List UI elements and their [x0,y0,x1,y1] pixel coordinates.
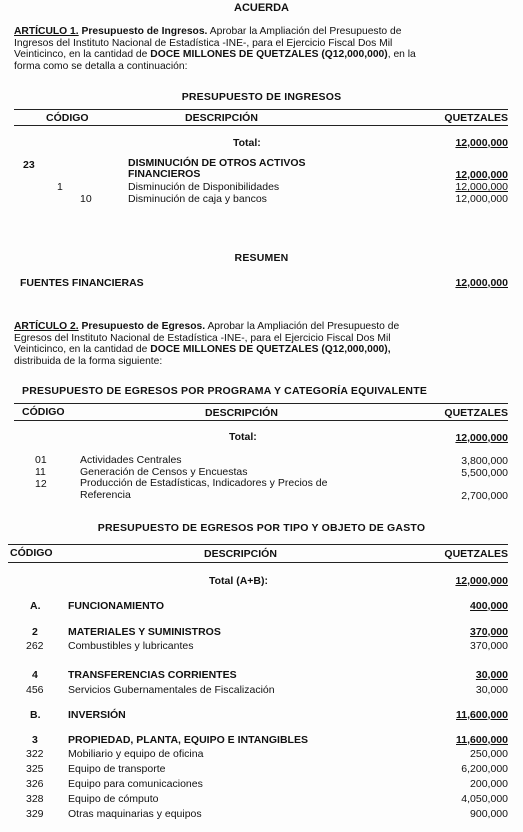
gasto-row-code: 3 [32,734,38,746]
gasto-row-code: 456 [26,684,44,696]
gasto-row-code: 322 [26,748,44,760]
ingresos-header-top-rule [14,109,508,110]
ingresos-row-value: 12,000,000 [455,169,508,181]
article-1-paragraph [14,26,508,72]
gasto-total-value: 12,000,000 [455,575,508,587]
article-1-text-4: forma como se detalla a continuación: [14,60,188,72]
gasto-row-desc: PROPIEDAD, PLANTA, EQUIPO E INTANGIBLES [68,734,308,746]
ingresos-row-desc-line-2: FINANCIEROS [128,168,201,180]
gasto-row-desc: Equipo de cómputo [68,793,159,805]
article-1-title: Presupuesto de Ingresos. [81,26,208,37]
programa-row-code: 12 [35,478,47,490]
gasto-row-value: 900,000 [470,808,508,820]
gasto-row-value: 11,600,000 [456,709,508,721]
ingresos-total-value: 12,000,000 [455,137,508,149]
gasto-row-code: 326 [26,778,44,790]
article-1-text-2: Ingresos del Instituto Nacional de Estadística -INE-, para el Ejercicio Fiscal Dos Mil [14,37,393,49]
article-2-amount: DOCE MILLONES DE QUETZALES (Q12,000,000), [150,344,391,355]
gasto-header-descripcion: DESCRIPCIÓN [204,548,277,560]
programa-total-label: Total: [229,431,257,443]
programa-row-value: 2,700,000 [461,490,508,502]
gasto-row-code: 329 [26,808,44,820]
ingresos-row-desc: Disminución de Disponibilidades [128,181,280,193]
ingresos-row-code: 1 [57,181,63,193]
gasto-row-desc: MATERIALES Y SUMINISTROS [68,626,221,638]
programa-header-bottom-rule [14,420,508,421]
gasto-row-value: 30,000 [475,669,508,681]
gasto-row-code: 325 [26,763,44,775]
resumen-title: RESUMEN [234,252,289,264]
programa-header-quetzales: QUETZALES [444,407,508,419]
gasto-row-code: A. [30,600,41,612]
ingresos-row-value: 12,000,000 [455,193,508,205]
gasto-row-desc: Mobiliario y equipo de oficina [68,748,204,760]
gasto-row-desc: Servicios Gubernamentales de Fiscalización [68,684,275,696]
programa-header-descripcion: DESCRIPCIÓN [205,407,278,419]
gasto-row-value: 30,000 [475,684,508,696]
article-2-title: Presupuesto de Egresos. [81,321,206,332]
ingresos-row-value: 12,000,000 [455,181,508,193]
gasto-row-desc: TRANSFERENCIAS CORRIENTES [68,669,237,681]
gasto-row-value: 250,000 [470,748,508,760]
gasto-row-desc: Combustibles y lubricantes [68,640,194,652]
gasto-header-top-rule [8,544,508,545]
article-2-paragraph [14,321,508,367]
programa-total-value: 12,000,000 [455,432,508,444]
gasto-row-value: 4,050,000 [461,793,508,805]
article-2-text-3: Veinticinco, en la cantidad de [14,344,148,355]
gasto-header-bottom-rule [8,562,508,563]
ingresos-row-desc [128,158,306,180]
article-1-text-3b: , en la [387,49,416,60]
resumen-value: 12,000,000 [455,277,508,289]
article-2-text-2: Egresos del Instituto Nacional de Estadística -INE-, para el Ejercicio Fiscal Dos Mil [14,332,391,344]
ingresos-header-descripcion: DESCRIPCIÓN [185,112,258,124]
article-1-amount: DOCE MILLONES DE QUETZALES (Q12,000,000) [150,49,388,60]
programa-row-desc-line-1: Producción de Estadísticas, Indicadores y Precios de [80,477,328,489]
programa-row-value: 5,500,000 [461,467,508,479]
article-1-text-3: Veinticinco, en la cantidad de [14,49,148,60]
gasto-row-value: 11,600,000 [456,734,508,746]
programa-row-desc [80,478,327,501]
programa-header-top-rule [14,403,508,404]
document-heading: ACUERDA [234,2,289,14]
gasto-row-desc: Equipo de transporte [68,763,166,775]
gasto-row-value: 200,000 [470,778,508,790]
ingresos-row-code: 10 [80,193,92,205]
programa-row-value: 3,800,000 [461,455,508,467]
gasto-row-desc: INVERSIÓN [68,709,126,721]
programa-header-codigo: CÓDIGO [22,406,65,418]
ingresos-header-quetzales: QUETZALES [444,112,508,124]
gasto-row-desc: Equipo para comunicaciones [68,778,203,790]
ingresos-title: PRESUPUESTO DE INGRESOS [181,91,342,103]
gasto-row-value: 400,000 [470,600,508,612]
ingresos-row-desc: Disminución de caja y bancos [128,193,267,205]
gasto-row-desc: FUNCIONAMIENTO [68,600,165,612]
ingresos-header-codigo: CÓDIGO [46,112,89,124]
gasto-row-value: 6,200,000 [461,763,508,775]
article-2-label: ARTÍCULO 2. [14,321,79,332]
gasto-row-code: 262 [26,640,44,652]
programa-row-code: 11 [35,466,46,478]
gasto-row-desc: Otras maquinarias y equipos [68,808,202,820]
gasto-row-code: 4 [32,669,38,681]
ingresos-header-bottom-rule [14,125,508,126]
gasto-title: PRESUPUESTO DE EGRESOS POR TIPO Y OBJETO DE GASTO [97,522,426,534]
gasto-row-code: 2 [32,626,38,638]
programa-title: PRESUPUESTO DE EGRESOS POR PROGRAMA Y CATEGORÍA EQUIVALENTE [22,385,428,397]
ingresos-row-code: 23 [23,159,35,171]
gasto-row-code: B. [30,709,41,721]
gasto-row-value: 370,000 [470,640,508,652]
article-2-text-4: distribuida de la forma siguiente: [14,355,163,367]
programa-row-desc: Generación de Censos y Encuestas [80,466,248,478]
programa-row-desc-line-2: Referencia [80,488,131,501]
gasto-header-codigo: CÓDIGO [10,547,53,559]
resumen-label: FUENTES FINANCIERAS [20,277,144,289]
programa-row-code: 01 [35,454,47,466]
ingresos-row-desc-line-1: DISMINUCIÓN DE OTROS ACTIVOS [128,157,306,169]
gasto-row-code: 328 [26,793,44,805]
article-1-label: ARTÍCULO 1. [14,26,79,37]
gasto-header-quetzales: QUETZALES [444,548,508,560]
programa-row-desc: Actividades Centrales [80,454,182,466]
gasto-row-value: 370,000 [470,626,508,638]
ingresos-total-label: Total: [233,137,261,149]
article-1-text-1: Aprobar la Ampliación del Presupuesto de [209,26,402,37]
gasto-total-label: Total (A+B): [209,575,269,587]
article-2-text-1: Aprobar la Ampliación del Presupuesto de [207,321,400,332]
